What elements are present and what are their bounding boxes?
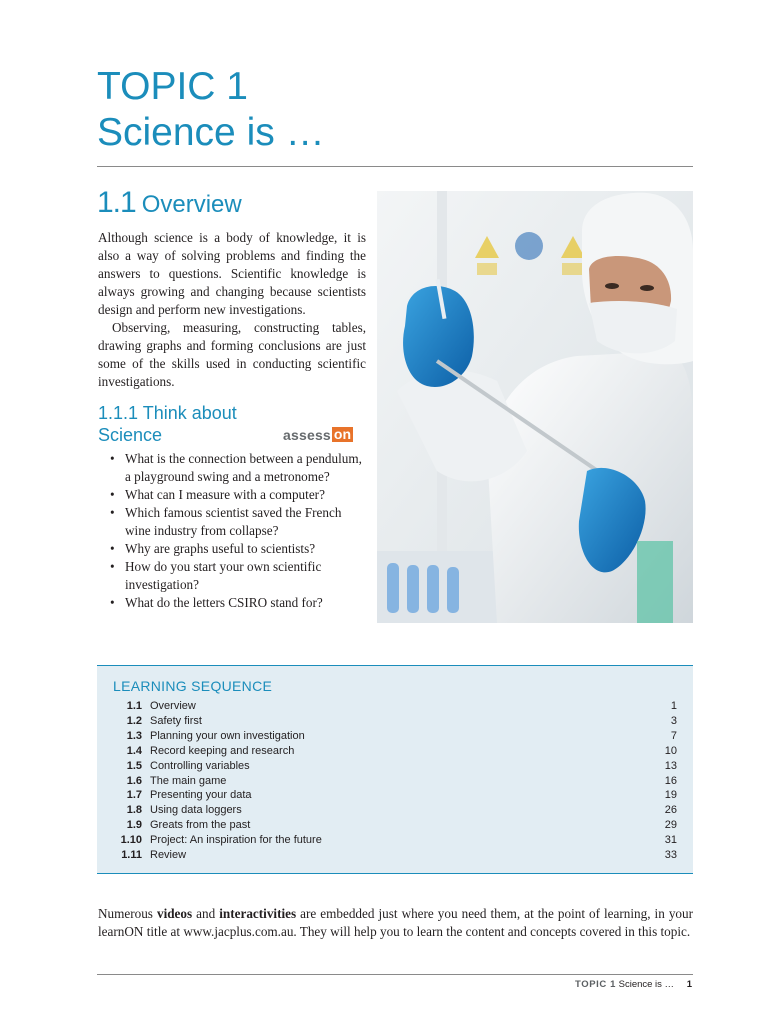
- sequence-title: Using data loggers: [150, 804, 242, 817]
- sequence-title: Controlling variables: [150, 759, 250, 772]
- page-number: 1: [686, 979, 692, 990]
- running-footer: [575, 979, 692, 990]
- sequence-item[interactable]: [113, 833, 677, 848]
- footer-title: Science is …: [618, 979, 675, 990]
- assesson-logo: [283, 427, 353, 442]
- sequence-number: 1.11: [121, 849, 142, 862]
- sequence-item[interactable]: [113, 848, 677, 863]
- sequence-page: 31: [664, 834, 677, 847]
- sequence-number: 1.9: [126, 819, 142, 832]
- question-item: • Why are graphs useful to scientists?: [108, 540, 370, 558]
- sequence-title: Record keeping and research: [150, 744, 295, 757]
- closing-paragraph: [98, 905, 693, 941]
- sequence-page: 10: [664, 744, 677, 757]
- learning-sequence-box: [97, 665, 693, 874]
- overview-paragraph-1: Although science is a body of knowledge, it is also a way of solving problems and finding the answers to questions. Scientific knowledge is always growing and changing because scientists design and perform new investigations.: [98, 230, 366, 317]
- section-number: 1.1: [97, 186, 136, 219]
- closing-text: are embedded just where you need them, at the point of learning, in your learnON title at www.jacplus.com.au. They will help you to learn the content and concepts covered in this topic.: [98, 906, 693, 939]
- sequence-number: 1.10: [120, 834, 142, 847]
- sequence-number: 1.3: [126, 729, 142, 742]
- sequence-title: Safety first: [150, 714, 202, 727]
- sequence-title: Planning your own investigation: [150, 729, 305, 742]
- closing-interactivities-term: interactivities: [219, 906, 297, 921]
- footer-divider: [97, 974, 693, 975]
- question-item: • What can I measure with a computer?: [108, 486, 370, 504]
- question-item: • What is the connection between a pendulum, a playground swing and a metronome?: [108, 450, 370, 486]
- think-about-heading-line1: 1.1.1 Think about: [98, 403, 237, 423]
- sequence-page: 7: [670, 729, 677, 742]
- sequence-item[interactable]: [113, 818, 677, 833]
- topic-title: [97, 64, 325, 156]
- topic-number: TOPIC 1: [97, 65, 248, 108]
- think-about-heading: [98, 402, 268, 446]
- sequence-item[interactable]: [113, 714, 677, 729]
- sequence-number: 1.5: [126, 759, 142, 772]
- sequence-item[interactable]: [113, 729, 677, 744]
- closing-text: and: [192, 906, 220, 921]
- think-about-questions: [108, 450, 370, 612]
- sequence-page: 3: [670, 714, 677, 727]
- sequence-page: 33: [664, 849, 677, 862]
- sequence-item[interactable]: [113, 699, 677, 714]
- sequence-title: Greats from the past: [150, 819, 251, 832]
- sequence-title: Presenting your data: [150, 789, 252, 802]
- sequence-title: Overview: [150, 700, 196, 712]
- topic-name: Science is …: [97, 111, 325, 154]
- overview-paragraph-2: Observing, measuring, constructing tables, drawing graphs and forming conclusions are just some of the skills used in conducting scientific investigations.: [98, 320, 366, 389]
- sequence-title: Review: [150, 849, 187, 862]
- closing-videos-term: videos: [156, 906, 193, 921]
- sequence-item[interactable]: [113, 759, 677, 774]
- assesson-logo-assess: assess: [283, 426, 331, 443]
- think-about-heading-line2: Science: [98, 425, 163, 445]
- sequence-number: 1.1: [126, 700, 142, 712]
- sequence-number: 1.2: [126, 714, 142, 727]
- sequence-item[interactable]: [113, 788, 677, 803]
- section-title: Overview: [141, 191, 242, 218]
- sequence-page: 1: [670, 700, 677, 712]
- question-item: • Which famous scientist saved the French wine industry from collapse?: [108, 504, 370, 540]
- sequence-number: 1.6: [126, 774, 142, 787]
- sequence-number: 1.8: [126, 804, 142, 817]
- sequence-item[interactable]: [113, 803, 677, 818]
- sequence-page: 13: [664, 759, 677, 772]
- overview-heading: [97, 186, 242, 220]
- sequence-page: 16: [664, 774, 677, 787]
- sequence-page: 19: [664, 789, 677, 802]
- question-item: • What do the letters CSIRO stand for?: [108, 594, 370, 612]
- sequence-title: Project: An inspiration for the future: [150, 834, 322, 847]
- sequence-item[interactable]: [113, 774, 677, 789]
- footer-topic-label: TOPIC 1: [575, 979, 616, 990]
- assesson-logo-on: on: [333, 426, 352, 442]
- sequence-title: The main game: [150, 774, 227, 787]
- learning-sequence-list: [113, 699, 677, 863]
- closing-text: Numerous: [98, 906, 157, 921]
- question-item: • How do you start your own scientific investigation?: [108, 558, 370, 594]
- sequence-page: 26: [664, 804, 677, 817]
- sequence-number: 1.4: [126, 744, 142, 757]
- scientist-photo: [377, 191, 693, 623]
- sequence-number: 1.7: [126, 789, 142, 802]
- sequence-item[interactable]: [113, 744, 677, 759]
- learning-sequence-heading: LEARNING SEQUENCE: [113, 678, 273, 694]
- sequence-page: 29: [664, 819, 677, 832]
- title-divider: [97, 166, 693, 167]
